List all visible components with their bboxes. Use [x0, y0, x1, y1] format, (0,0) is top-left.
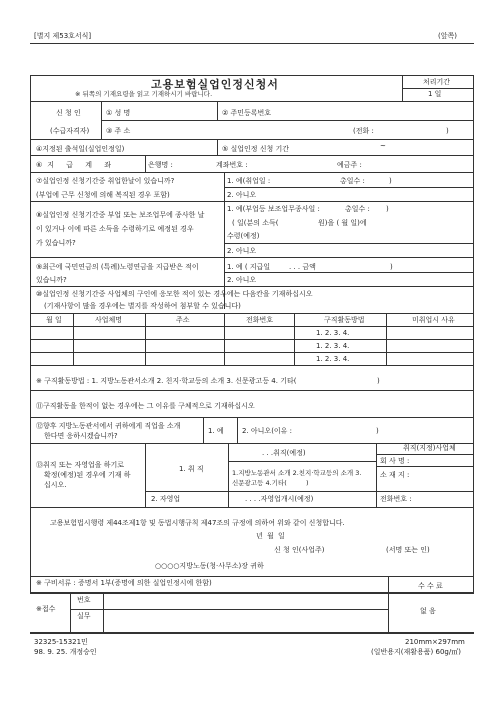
phone-close: ): [446, 127, 449, 135]
applicant-label: 신 청 인: [56, 109, 81, 117]
q13-job: 1. 취 직: [179, 465, 204, 473]
col-line: [73, 313, 74, 365]
q9-yes: 1. 예 ( 지급일: [227, 263, 271, 271]
process-label: 처리기간: [423, 78, 451, 86]
job-header-phone: 전화번호: [246, 316, 274, 324]
q9-dots: . . . 금액: [289, 263, 316, 271]
row-line: [30, 390, 474, 391]
row-line: [145, 491, 474, 492]
row-line: [30, 339, 474, 340]
account-number-label: 계좌번호 :: [216, 161, 248, 169]
col-line: [224, 172, 225, 309]
col-line: [294, 313, 295, 365]
q13-company: 취직(지정)사업체: [403, 444, 456, 452]
row-line: [30, 365, 474, 366]
q7-no: 2. 아니오: [227, 191, 257, 199]
row-line: [376, 466, 474, 467]
q11-text: ⑪구직활동을 한적이 없는 경우에는 그 이유를 구체적으로 기재하십시오: [36, 402, 255, 410]
applicant-sub: (수급자격자): [50, 127, 90, 135]
q7-close: ): [389, 177, 392, 185]
q10-line1: ⑩실업인정 신청기간중 사업체의 구인에 응모한 적이 있는 경우에는 다음칸을 기재하십시오: [36, 290, 313, 298]
header-divider: [30, 43, 474, 44]
col-line: [217, 139, 218, 155]
job-header-method: 구직활동방법: [324, 316, 365, 324]
col-line: [376, 443, 377, 507]
method-cell-2: 1. 2. 3. 4.: [316, 342, 350, 350]
q8-line3: 가 있습니까?: [36, 239, 76, 247]
q13-line3: 십시오.: [44, 481, 67, 489]
q13-route1: 1.지방노동관서 소개 2.친지·학교등의 소개 3.: [232, 469, 362, 477]
declaration-applicant: 신 청 인(사업주): [274, 546, 325, 554]
q8-yes1-close: ): [386, 205, 389, 213]
q13-route-close: ): [306, 479, 309, 487]
designated-date-label: ④지정된 출석일(실업인정일): [36, 145, 125, 153]
receipt-number-label: 번호: [77, 596, 91, 604]
address-label: ③ 주 소: [106, 127, 131, 135]
col-line: [103, 593, 104, 632]
row-line: [30, 507, 474, 508]
q8-line1: ⑧실업인정 신청기간중 부업 또는 보조업무에 종사한 날: [36, 211, 205, 219]
q13-self: 2. 자영업: [151, 495, 181, 503]
bank-label: 은행명 :: [148, 161, 173, 169]
form-title: 고용보험실업인정신청서: [151, 78, 279, 91]
row-line: [30, 286, 474, 287]
process-mid: [402, 88, 474, 89]
methods-close: ): [377, 377, 380, 385]
required-docs: ※ 구비서류 : 증명서 1부(증명에 의한 실업인정시에 한함): [36, 579, 212, 587]
q13-biz-addr: 소 재 지 :: [380, 471, 410, 479]
q12-no: 2. 아니오(이유 :: [242, 427, 293, 435]
row-line: [101, 120, 474, 121]
side-label: (앞쪽): [438, 32, 457, 40]
row-line: [228, 461, 376, 462]
fee-value: 없 음: [420, 607, 436, 615]
job-header-reason: 미취업시 사유: [412, 316, 455, 324]
q7-yes: 1. 예(취업일 :: [227, 177, 271, 185]
job-header-address: 주소: [176, 316, 190, 324]
q13-job-date: . . .취직(예정): [262, 449, 306, 457]
q13-line2: 확정(예정)된 경우에 기재 하: [44, 471, 131, 479]
row-line: [376, 454, 474, 455]
col-line: [145, 443, 146, 507]
q8-no: 2. 아니오: [227, 247, 257, 255]
row-line: [30, 201, 474, 202]
name-label: ① 성 명: [106, 109, 131, 117]
q12-yes: 1. 예: [208, 427, 224, 435]
paper-type: (일반용지(재활용품) 60g/㎡): [371, 648, 461, 656]
col-line: [70, 593, 71, 632]
receipt-label: ※접수: [36, 605, 56, 613]
q13-phone: 전화번호 :: [380, 495, 412, 503]
q9-no: 2. 아니오: [227, 276, 257, 284]
col-line: [388, 576, 389, 632]
job-header-date: 월 일: [46, 316, 62, 324]
declaration-recipient: ○○○○지방노동(청·사무소)장 귀하: [155, 562, 264, 570]
q13-self-dates: . . . .자영업개시(예정): [245, 495, 314, 503]
row-line: [70, 609, 388, 610]
col-line: [237, 417, 238, 443]
notice-text: ※ 뒤쪽의 기재요령을 읽고 기재하시기 바랍니다.: [75, 90, 213, 98]
row-line: [30, 593, 474, 594]
period-label: ⑤ 실업인정 신청 기간: [222, 145, 290, 153]
q8-yes3: 수령(예정): [227, 232, 260, 240]
job-header-company: 사업체명: [95, 316, 123, 324]
q8-yes1: 1. 예(부업등 보조업무종사일 :: [227, 205, 320, 213]
process-value: 1 일: [428, 90, 442, 98]
row-line: [224, 243, 474, 244]
col-line: [145, 155, 146, 172]
col-line: [145, 313, 146, 365]
row-line: [30, 576, 474, 577]
method-cell-3: 1. 2. 3. 4.: [316, 355, 350, 363]
row-line: [30, 172, 474, 173]
holder-label: 예금주 :: [337, 161, 362, 169]
q13-line1: ⑬취직 또는 자영업을 하기로: [36, 461, 125, 469]
col-line: [386, 313, 387, 365]
row-line: [30, 139, 474, 140]
paper-size: 210mm×297mm: [405, 638, 465, 646]
period-dash: ~: [380, 142, 386, 150]
row-line: [30, 632, 474, 634]
col-line: [217, 101, 218, 120]
col-line: [224, 313, 225, 365]
row-line: [30, 313, 474, 314]
q7-line1: ⑦실업인정 신청기간중 취업한날이 있습니까?: [36, 177, 175, 185]
q8-line2: 이 있거나 이에 따른 소득을 수령하기로 예정된 경우: [36, 225, 194, 233]
row-line: [30, 352, 474, 353]
row-line: [30, 417, 474, 418]
q10-line2: (기재사항이 많을 경우에는 별지를 작성하여 첨부할 수 있습니다): [44, 302, 241, 310]
q9-close: ): [390, 263, 393, 271]
methods-note: ※ 구직활동방법 : 1. 지방노동관서소개 2. 친지·학교등의 소개 3. 신문광고등 4. 기타(: [36, 377, 297, 385]
receipt-officer-label: 실무: [77, 612, 91, 620]
q8-yes2: ( 일(분의 소득(: [232, 219, 279, 227]
q7-hours: 총일수 :: [340, 177, 365, 185]
declaration-sign: (서명 또는 인): [386, 546, 430, 554]
q12-close: ): [376, 427, 379, 435]
row-line: [30, 101, 474, 102]
phone-label: (전화 :: [353, 127, 374, 135]
q8-yes2b: 원)을 ( 월 일)에: [318, 219, 367, 227]
method-cell-1: 1. 2. 3. 4.: [316, 329, 350, 337]
declaration-date: 년 월 일: [256, 532, 286, 540]
rrn-label: ② 주민등록번호: [222, 109, 272, 117]
row-line: [30, 155, 474, 156]
q7-line2: (부업에 근무 신청에 의해 복직된 경우 포함): [36, 191, 170, 199]
q8-yes1-days: 총일수 :: [345, 205, 370, 213]
form-code: 32325-15321민: [34, 638, 88, 646]
col-line: [203, 417, 204, 443]
q12-line2: 한다면 응하시겠습니까?: [44, 432, 118, 440]
q9-line1: ⑨최근에 국민연금의 (특례)노령연금을 지급받은 적이: [36, 263, 199, 271]
declaration-line: 고용보험법시행령 제44조제1항 및 동법시행규칙 제47조의 규정에 의하여 위와 같이 신청합니다.: [50, 519, 345, 527]
row-line: [224, 187, 474, 188]
col-line: [228, 443, 229, 507]
row-line: [30, 257, 474, 258]
account-label: ⑥지 급 계 좌: [36, 161, 116, 169]
q9-line2: 있습니까?: [36, 276, 67, 284]
fee-label: 수 수 료: [418, 582, 443, 590]
row-line: [224, 272, 474, 273]
form-number: [별지 제53호서식]: [34, 32, 92, 40]
q13-biz-name: 회 사 명 :: [380, 457, 410, 465]
row-line: [30, 326, 474, 327]
q13-route2: 신문광고등 4.기타(: [232, 479, 287, 487]
q12-line1: ⑫향후 지방노동관서에서 귀하에게 직업을 소개: [36, 422, 181, 430]
approval-date: 98. 9. 25. 개정승인: [34, 648, 97, 656]
